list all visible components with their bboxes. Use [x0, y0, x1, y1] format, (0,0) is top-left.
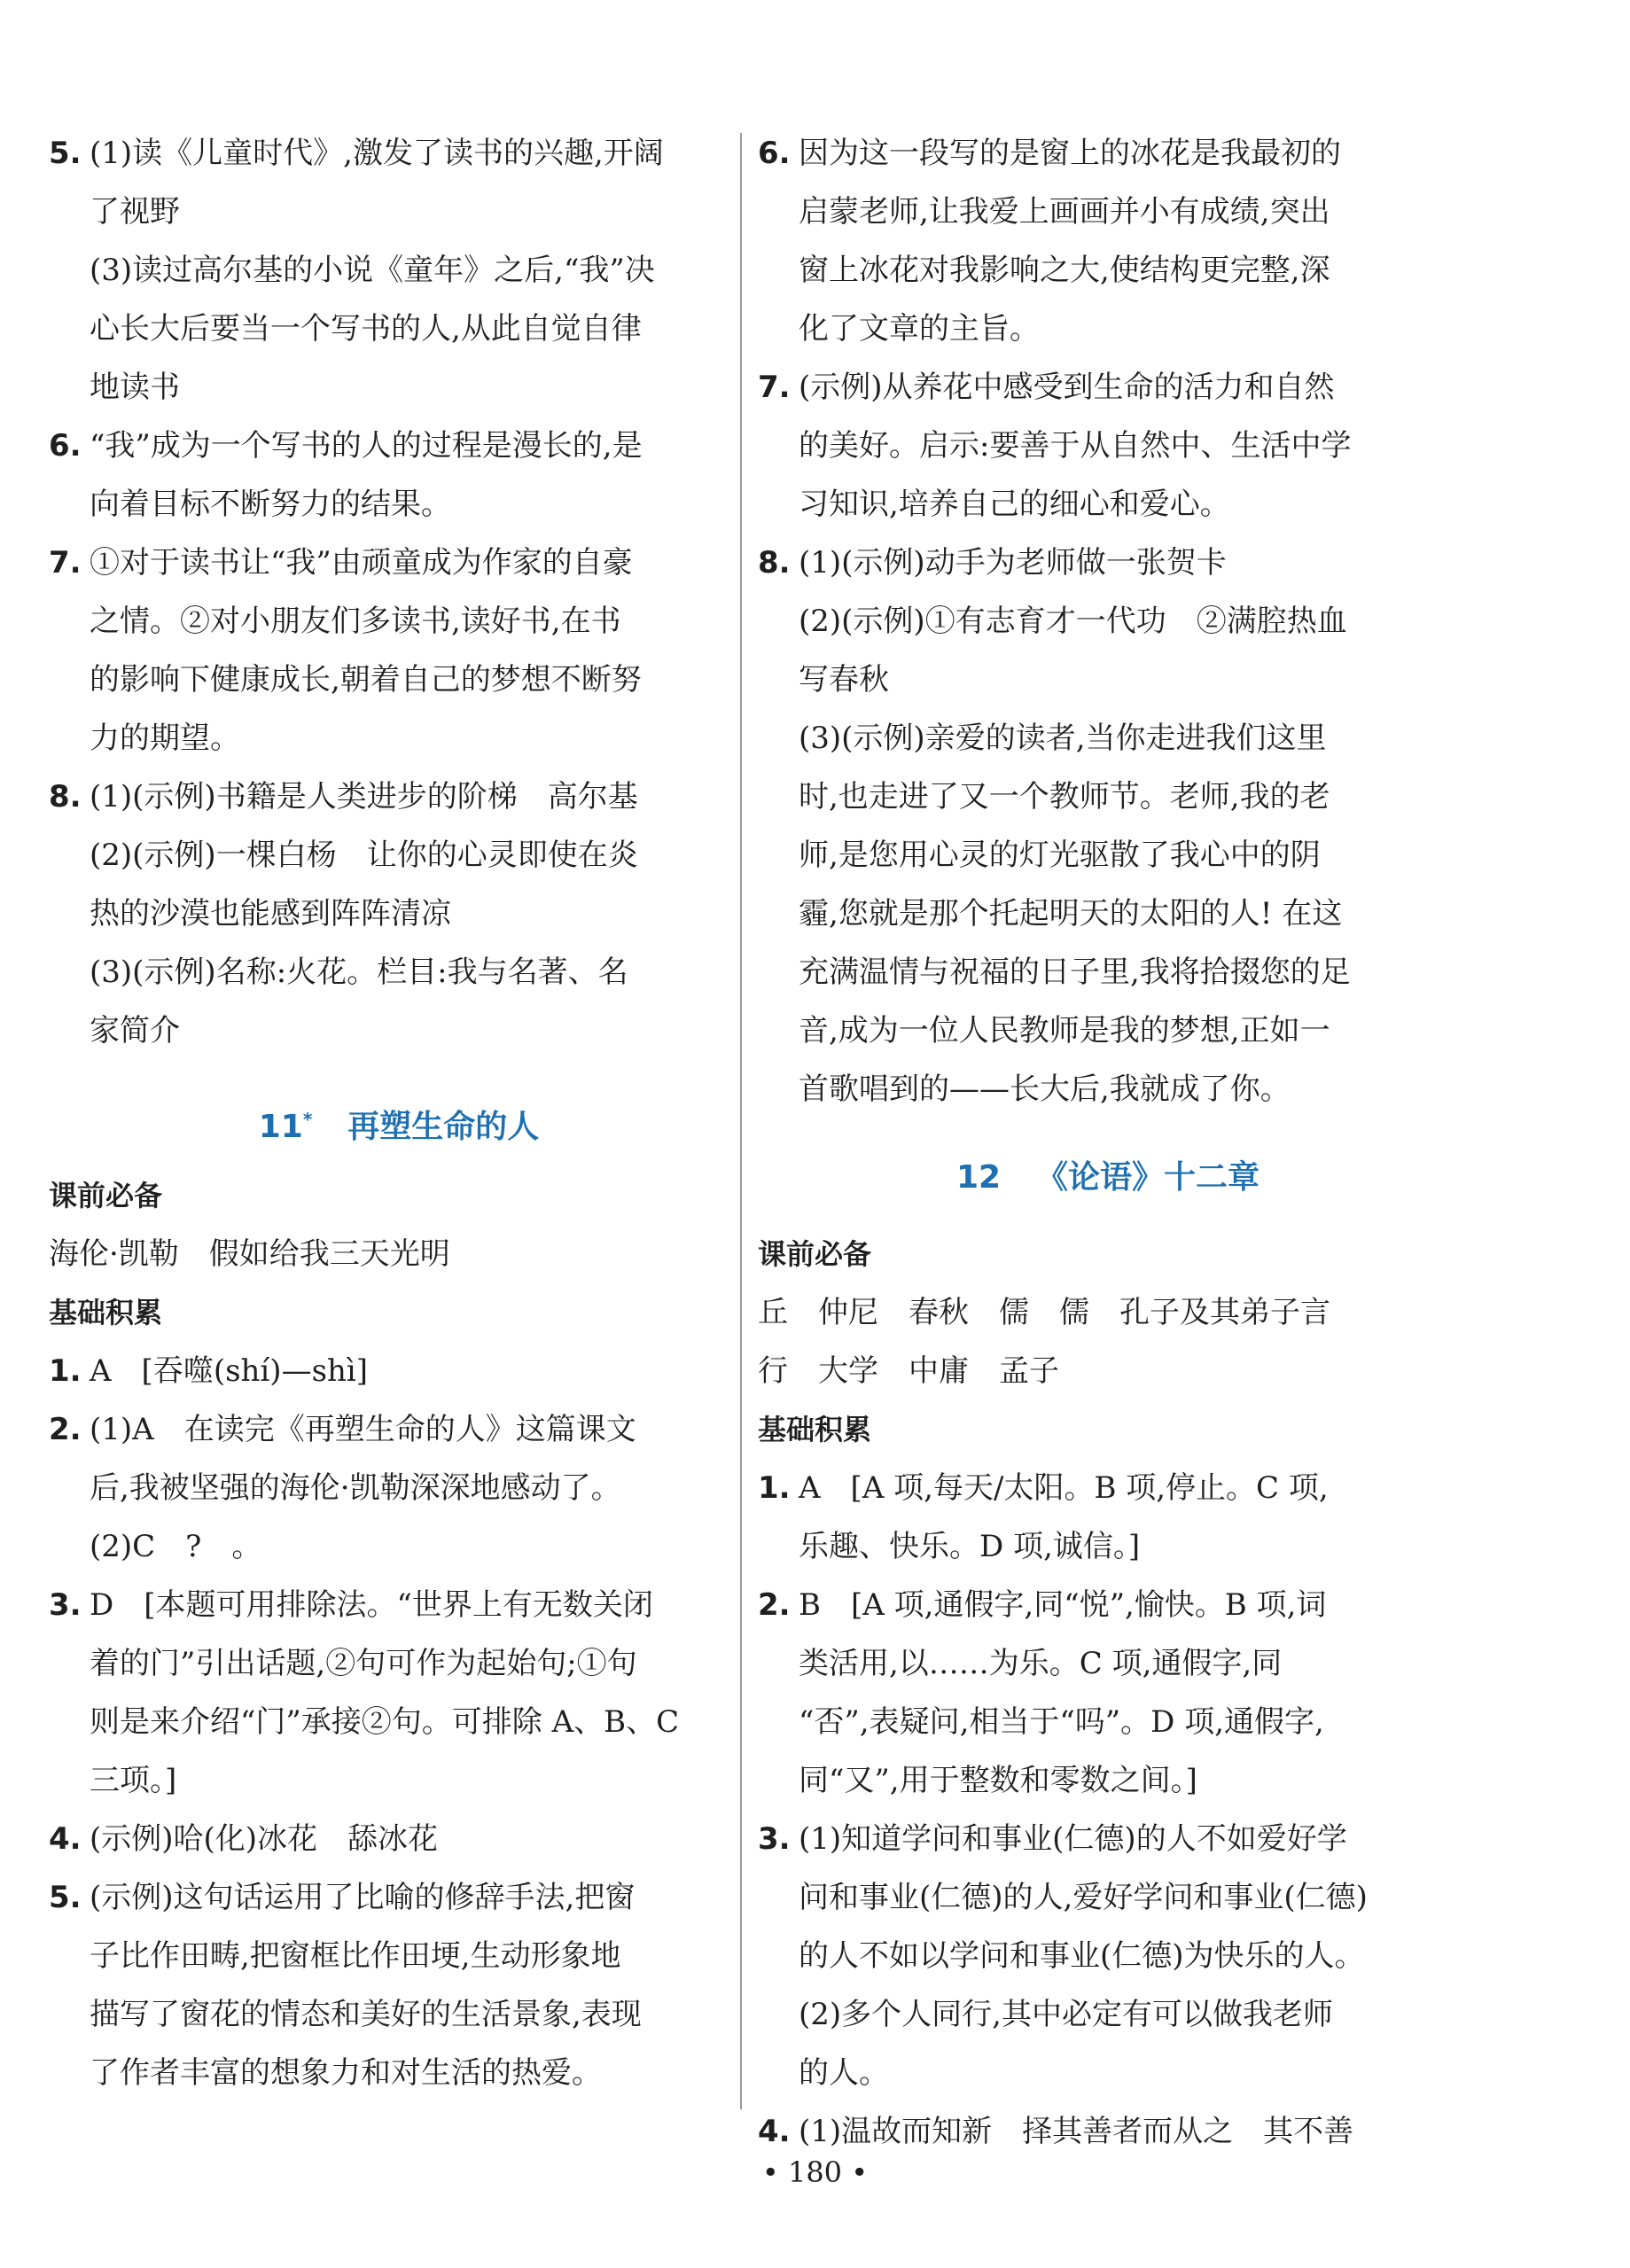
lesson-name: 《论语》十二章	[1036, 1159, 1260, 1196]
lesson-title	[49, 1079, 749, 1159]
answer-continuation: 写春秋	[799, 662, 889, 698]
item-text: B [A 项,通假字,同“悦”,愉快。B 项,词	[799, 1587, 1327, 1623]
item-text: (1)A 在读完《再塑生命的人》这篇课文	[90, 1412, 636, 1447]
answer-continuation: (2)(示例)①有志育才一代功 ②满腔热血	[799, 604, 1347, 639]
item-number: 5.	[49, 1880, 82, 1915]
answer-item	[49, 768, 749, 826]
item-text: (示例)哈(化)冰花 舔冰花	[90, 1821, 439, 1857]
answer-continuation: (2)多个人同行,其中必定有可以做我老师	[799, 1997, 1333, 2032]
answer-continuation: 同“又”,用于整数和零数之间。]	[799, 1763, 1197, 1798]
item-number: 1.	[758, 1470, 791, 1506]
answer-continuation: 后,我被坚强的海伦·凯勒深深地感动了。	[90, 1470, 621, 1506]
answer-continuation: 子比作田畴,把窗框比作田埂,生动形象地	[90, 1938, 621, 1974]
section-subheading: 基础积累	[758, 1413, 872, 1446]
lesson-number	[259, 1109, 313, 1145]
answer-item	[49, 1342, 749, 1400]
answer-continuation: 首歌唱到的——长大后,我就成了你。	[799, 1072, 1291, 1107]
item-text: A [A 项,每天/太阳。B 项,停止。C 项,	[799, 1470, 1329, 1506]
answer-continuation: 则是来介绍“门”承接②句。可排除 A、B、C	[90, 1704, 680, 1740]
answer-continuation: 充满温情与祝福的日子里,我将拾掇您的足	[799, 955, 1351, 990]
item-number: 3.	[49, 1587, 82, 1623]
section-subheading: 基础积累	[49, 1296, 163, 1329]
answer-continuation: 了作者丰富的想象力和对生活的热爱。	[90, 2055, 602, 2091]
lesson-number-text: 12	[955, 1159, 1002, 1196]
answer-continuation: 的人。	[799, 2055, 889, 2091]
answer-continuation: 描写了窗花的情态和美好的生活景象,表现	[90, 1997, 642, 2032]
answer-continuation: (3)读过高尔基的小说《童年》之后,“我”决	[90, 253, 655, 288]
plain-line: 海伦·凯勒 假如给我三天光明	[49, 1236, 450, 1272]
answer-continuation: (2)(示例)一棵白杨 让你的心灵即使在炎	[90, 838, 638, 873]
answer-continuation: 了视野	[90, 194, 180, 230]
answer-continuation: 的美好。启示:要善于从自然中、生活中学	[799, 428, 1352, 464]
answer-item	[758, 2102, 1458, 2161]
answer-item	[758, 534, 1458, 592]
lesson-number	[956, 1159, 1001, 1196]
answer-item	[758, 358, 1458, 417]
answer-continuation: “否”,表疑问,相当于“吗”。D 项,通假字,	[799, 1704, 1324, 1740]
item-text: (1)(示例)书籍是人类进步的阶梯 高尔基	[90, 779, 638, 814]
item-number: 6.	[758, 136, 791, 171]
item-number: 3.	[758, 1821, 791, 1857]
item-text: A [吞噬(shí)—shì]	[90, 1353, 369, 1389]
answer-item	[49, 417, 749, 475]
item-number: 7.	[758, 370, 791, 405]
answer-continuation: 地读书	[90, 370, 180, 405]
item-number: 2.	[49, 1412, 82, 1447]
answer-continuation: 家简介	[90, 1013, 180, 1048]
answer-continuation: 启蒙老师,让我爱上画画并小有成绩,突出	[799, 194, 1330, 230]
answer-continuation: (2)C ? 。	[90, 1529, 262, 1564]
answer-continuation: 乐趣、快乐。D 项,诚信。]	[799, 1529, 1141, 1564]
item-text: ①对于读书让“我”由顽童成为作家的自豪	[90, 545, 633, 581]
item-number: 6.	[49, 428, 82, 464]
answer-continuation: 之情。②对小朋友们多读书,读好书,在书	[90, 604, 621, 639]
answer-continuation: 霾,您就是那个托起明天的太阳的人! 在这	[799, 896, 1343, 931]
answer-item	[758, 1459, 1458, 1517]
item-text: (1)读《儿童时代》,激发了读书的兴趣,开阔	[90, 136, 664, 171]
item-text: D [本题可用排除法。“世界上有无数关闭	[90, 1587, 653, 1623]
answer-item	[758, 1576, 1458, 1634]
answer-continuation: (3)(示例)名称:火花。栏目:我与名著、名	[90, 955, 628, 990]
answer-item	[49, 1576, 749, 1634]
right-column	[758, 124, 1458, 2161]
item-text: “我”成为一个写书的人的过程是漫长的,是	[90, 428, 643, 464]
plain-line: 行 大学 中庸 孟子	[758, 1353, 1059, 1389]
item-text: (1)温故而知新 择其善者而从之 其不善	[799, 2114, 1354, 2149]
answer-continuation: (3)(示例)亲爱的读者,当你走进我们这里	[799, 721, 1327, 756]
lesson-name: 再塑生命的人	[347, 1109, 540, 1145]
left-column	[49, 124, 749, 2102]
item-text: (示例)这句话运用了比喻的修辞手法,把窗	[90, 1880, 636, 1915]
item-number: 5.	[49, 136, 82, 171]
answer-continuation: 时,也走进了又一个教师节。老师,我的老	[799, 779, 1330, 814]
item-number: 4.	[758, 2114, 791, 2149]
answer-continuation: 化了文章的主旨。	[799, 311, 1040, 347]
answer-continuation: 力的期望。	[90, 721, 240, 756]
answer-continuation: 心长大后要当一个写书的人,从此自觉自律	[90, 311, 642, 347]
item-text: (1)(示例)动手为老师做一张贺卡	[799, 545, 1227, 581]
item-number: 7.	[49, 545, 82, 581]
item-number: 4.	[49, 1821, 82, 1857]
answer-continuation: 类活用,以……为乐。C 项,通假字,同	[799, 1646, 1283, 1681]
answer-item	[49, 1868, 749, 1927]
answer-continuation: 习知识,培养自己的细心和爱心。	[799, 487, 1230, 522]
answer-item	[758, 1810, 1458, 1868]
item-number: 1.	[49, 1353, 82, 1389]
item-number: 2.	[758, 1587, 791, 1623]
lesson-number-text: 11	[258, 1109, 303, 1145]
item-text: (示例)从养花中感受到生命的活力和自然	[799, 370, 1335, 405]
answer-continuation: 热的沙漠也能感到阵阵清凉	[90, 896, 451, 931]
item-number: 8.	[758, 545, 791, 581]
answer-continuation: 的影响下健康成长,朝着自己的梦想不断努	[90, 662, 642, 698]
plain-line: 丘 仲尼 春秋 儒 儒 孔子及其弟子言	[758, 1295, 1330, 1330]
answer-item	[49, 1400, 749, 1459]
page-number: • 180 •	[761, 2155, 869, 2189]
answer-continuation: 师,是您用心灵的灯光驱散了我心中的阴	[799, 838, 1321, 873]
section-subheading: 课前必备	[758, 1237, 872, 1271]
answer-continuation: 问和事业(仁德)的人,爱好学问和事业(仁德)	[799, 1880, 1368, 1915]
answer-continuation: 着的门”引出话题,②句可作为起始句;①句	[90, 1646, 637, 1681]
answer-item	[49, 1810, 749, 1868]
answer-continuation: 三项。]	[90, 1763, 177, 1798]
answer-item	[49, 124, 749, 183]
answer-item	[758, 124, 1458, 183]
answer-item	[49, 534, 749, 592]
section-subheading: 课前必备	[49, 1179, 163, 1212]
item-number: 8.	[49, 779, 82, 814]
answer-continuation: 音,成为一位人民教师是我的梦想,正如一	[799, 1013, 1330, 1048]
answer-continuation: 的人不如以学问和事业(仁德)为快乐的人。	[799, 1938, 1365, 1974]
optional-lesson-star: *	[302, 1109, 313, 1130]
lesson-title	[758, 1138, 1458, 1218]
item-text: 因为这一段写的是窗上的冰花是我最初的	[799, 136, 1341, 171]
item-text: (1)知道学问和事业(仁德)的人不如爱好学	[799, 1821, 1347, 1857]
answer-continuation: 向着目标不断努力的结果。	[90, 487, 451, 522]
answer-continuation: 窗上冰花对我影响之大,使结构更完整,深	[799, 253, 1330, 288]
